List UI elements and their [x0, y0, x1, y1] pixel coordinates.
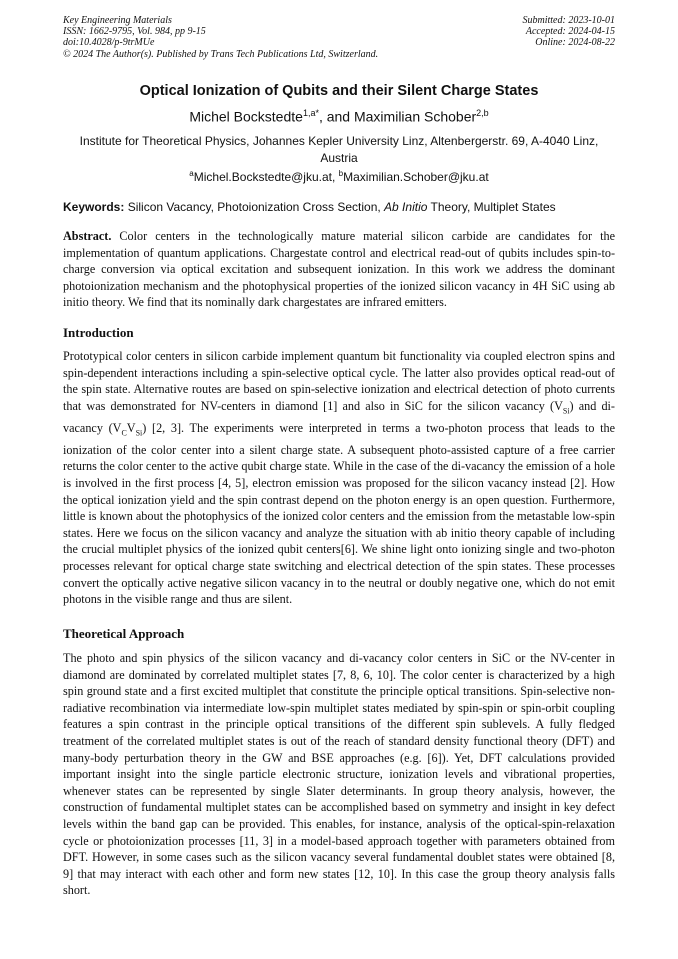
email-link[interactable]: Michel.Bockstedte@jku.at,: [193, 170, 339, 184]
submitted-date: Submitted: 2023-10-01: [522, 15, 615, 26]
introduction-paragraph: [63, 348, 615, 608]
keywords-text: Silicon Vacancy, Photoionization Cross Section,: [124, 200, 385, 214]
journal-doi[interactable]: doi:10.4028/p-9trMUe: [63, 37, 155, 49]
keywords-line: [63, 200, 615, 214]
abstract-text: Color centers in the technologically mature material silicon carbide are candidates for the implementation of quantum applications. Chargestate control and electrical read-out of qubits includes spin-to-charge conversion via optical excitation and subsequent ionization. In this work we address the dominant photoionization mechanism and the photophysical properties of the ionized silicon vacancy in 4H SiC using ab initio theory. We find that its nominally dark chargestates are infrared emitters.: [63, 229, 615, 310]
author-name: Maximilian Schober: [353, 108, 477, 125]
paragraph-text: V: [126, 420, 136, 435]
paragraph-text: Prototypical color centers in silicon carbide implement quantum bit functionality via coupled electron spins and spin-dependent interactions including a spin-selective optical cycle. The latter also provides optical read-out of the spin state. Alternative routes are based on spin-selective ionization and electrical detection of photo currents that was demonstrated for NV-centers in diamond [1] and also in SiC for the silicon vacancy (V: [63, 349, 615, 413]
keywords-italic: Ab Initio: [384, 200, 428, 214]
email-link[interactable]: Maximilian.Schober@jku.at: [343, 170, 489, 184]
accepted-date: Accepted: 2024-04-15: [525, 26, 615, 38]
abstract-label: Abstract.: [63, 229, 112, 243]
email-mark: b: [338, 169, 344, 178]
journal-name: Key Engineering Materials: [63, 15, 172, 26]
subscript: Si: [135, 428, 143, 438]
section-heading-theoretical-approach: Theoretical Approach: [63, 626, 185, 641]
dates-header: [523, 15, 616, 49]
subscript: C: [121, 428, 127, 438]
author-list: [0, 108, 678, 125]
author-affiliation-mark: 1,a*: [302, 108, 319, 118]
author-emails: [0, 169, 678, 184]
journal-issn: ISSN: 1662-9795, Vol. 984, pp 9-15: [63, 26, 206, 38]
paper-title: Optical Ionization of Qubits and their Silent Charge States: [139, 83, 539, 99]
theoretical-paragraph: The photo and spin physics of the silicon vacancy and di-vacancy color centers in SiC or the NV-center in diamond are dominated by correlated multiplet states [7, 8, 6, 10]. The color center is characterized by a high spin ground state and a first excited multiplet that constitute the principle optical transitions. Spin-selective non-radiative recombination via intermediate low-spin multiplet states mediated by spin-spin or spin-orbit coupling features a spin contrast in the principle optical transitions of the different spin sublevels. A fully fledged treatment of the correlated multiplet states is out of the reach of standard density functional theory (DFT) and many-body perturbation theory in the GW and BSE approaches (e.g. [6]). Yet, DFT calculations provided important insight into the single particle electronic structure, ionization levels and vibrational properties, whenever states can be represented by single Slater determinants. In group theory analysis, however, the construction of fundamental multiplet states can be accomplished based on symmetry and insight in key defect levels within the band gap can be provided. This enables, for instance, analysis of the optical-spin-relaxation cycle or photoionization processes [11, 3] in a model-based approach together with parameters obtained from DFT. However, in some cases such as the silicon vacancy several fundamental doublet states were obtained [8, 9] that may interact with each other and form new states [12, 10]. In this case the group theory analysis falls short.: [63, 651, 615, 898]
paragraph-text: ) [2, 3]. The experiments were interpreted in terms a two-photon process that leads to the ionization of the color center into a silent charge state. A subsequent photo-assisted capture of a free carrier returns the color center to the active qubit charge state. While in the case of the di-vacancy the emission of a hole is involved in the first process [4, 5], electron emission was proposed for the silicon vacancy instead [2]. How the optical ionization yield and the spin contrast depend on the photon energy is an open question. Furthermore, little is known about the photophysics of the ionized color centers and the emission from the metastable low-spin states. Here we focus on the silicon vacancy and analyze the situation with ab initio theory capable of including the crucial multiplet physics of the ionized qubit centers[6]. We shine light onto ionizing single and two-photon processes relevant for optical charge state switching and electrical detection of the spin states. These processes convert the optically active negative silicon vacancy in to the neutral or doubly negative one, which do not emit photons in the visible range and thus are silent.: [63, 420, 615, 607]
online-date: Online: 2024-08-22: [535, 37, 615, 49]
section-heading-introduction: Introduction: [63, 325, 134, 340]
abstract: [63, 228, 615, 311]
author-affiliation-mark: 2,b: [476, 108, 489, 118]
paragraph-text: ) and di-vacancy (V: [63, 398, 615, 435]
subscript: Si: [562, 406, 570, 416]
email-mark: a: [189, 169, 194, 178]
author-name: Michel Bockstedte: [189, 108, 303, 125]
journal-header: [63, 15, 378, 60]
author-separator: , and: [318, 108, 354, 125]
copyright-line: © 2024 The Author(s). Published by Trans Tech Publications Ltd, Switzerland.: [63, 48, 379, 60]
keywords-text: Theory, Multiplet States: [427, 200, 556, 214]
affiliation: Institute for Theoretical Physics, Johannes Kepler University Linz, Altenbergerstr. 69, A-4040 Linz, Austria: [79, 134, 599, 165]
keywords-label: Keywords:: [63, 200, 125, 214]
